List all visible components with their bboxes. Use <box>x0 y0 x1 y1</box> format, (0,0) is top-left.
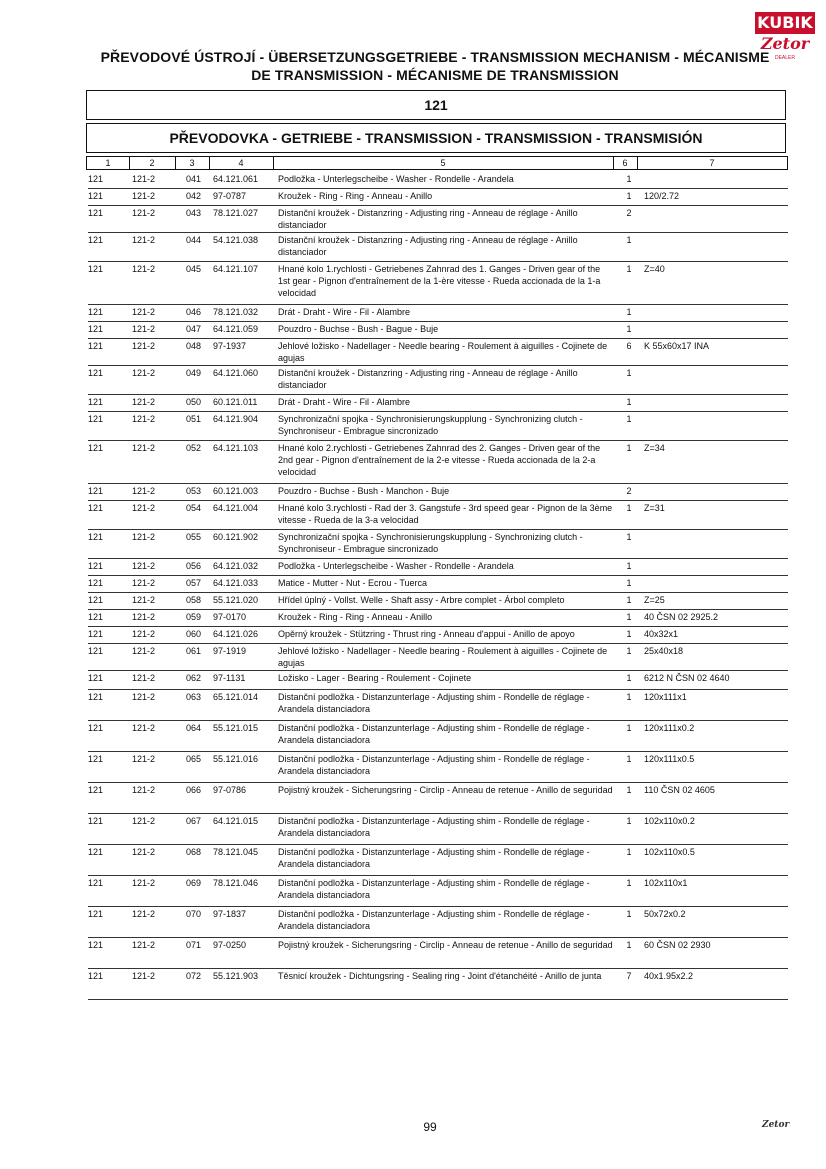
cell-c5: Podložka - Unterlegscheibe - Washer - Rondelle - Arandela <box>278 561 514 571</box>
cell-c4: 55.121.015 <box>213 723 259 733</box>
cell-c1: 121 <box>88 368 104 378</box>
cell-c7: 120x111x0.2 <box>644 723 695 733</box>
cell-c2: 121-2 <box>132 723 156 733</box>
cell-c6: 1 <box>626 443 632 453</box>
table-row <box>88 233 788 262</box>
cell-c1: 121 <box>88 503 104 513</box>
cell-c5: Pouzdro - Buchse - Bush - Manchon - Buje <box>278 486 450 496</box>
cell-c4: 64.121.061 <box>213 174 259 184</box>
cell-c2: 121-2 <box>132 397 156 407</box>
cell-c3: 065 <box>186 754 202 764</box>
cell-c2: 121-2 <box>132 816 156 826</box>
cell-c5: Kroužek - Ring - Ring - Anneau - Anillo <box>278 191 433 201</box>
table-row <box>88 721 788 752</box>
cell-c3: 055 <box>186 532 202 542</box>
table-row <box>88 876 788 907</box>
cell-c5: Drát - Draht - Wire - Fil - Alambre <box>278 307 411 317</box>
cell-c5: Drát - Draht - Wire - Fil - Alambre <box>278 397 411 407</box>
cell-c1: 121 <box>88 235 104 245</box>
cell-c4: 55.121.020 <box>213 595 259 605</box>
cell-c2: 121-2 <box>132 971 156 981</box>
cell-c2: 121-2 <box>132 208 156 218</box>
cell-c6: 1 <box>626 397 632 407</box>
cell-c4: 64.121.032 <box>213 561 259 571</box>
table-row <box>88 752 788 783</box>
cell-c1: 121 <box>88 208 104 218</box>
cell-c7: Z=34 <box>644 443 665 453</box>
cell-c5: Hřídel úplný - Vollst. Welle - Shaft assy - Arbre complet - Árbol completo <box>278 595 565 605</box>
cell-c6: 1 <box>626 324 632 334</box>
logo-kubik-text: KUBIK <box>755 12 815 34</box>
cell-c2: 121-2 <box>132 191 156 201</box>
table-row <box>88 627 788 644</box>
cell-c1: 121 <box>88 816 104 826</box>
cell-c7: 102x110x0.5 <box>644 847 695 857</box>
cell-c4: 64.121.904 <box>213 414 259 424</box>
cell-c5: Jehlové ložisko - Nadellager - Needle bearing - Roulement à aiguilles - Cojinete de agujas <box>278 341 608 363</box>
cell-c7: 120/2.72 <box>644 191 680 201</box>
cell-c6: 1 <box>626 629 632 639</box>
table-row <box>88 484 788 501</box>
table-row <box>88 412 788 441</box>
cell-c2: 121-2 <box>132 341 156 351</box>
cell-c3: 069 <box>186 878 202 888</box>
table-row <box>88 339 788 366</box>
column-header-5: 5 <box>440 158 446 168</box>
cell-c3: 041 <box>186 174 202 184</box>
cell-c5: Hnané kolo 2.rychlosti - Getriebenes Zahnrad des 2. Ganges - Driven gear of the 2nd gear - Pignon d'entraînement de la 2-e vitesse - Rueda accionada de la 2-a velocidad <box>278 443 601 477</box>
table-row <box>88 262 788 305</box>
table-row <box>88 671 788 690</box>
cell-c1: 121 <box>88 561 104 571</box>
cell-c3: 066 <box>186 785 202 795</box>
cell-c6: 2 <box>626 208 632 218</box>
cell-c5: Matice - Mutter - Nut - Ecrou - Tuerca <box>278 578 428 588</box>
table-row <box>88 322 788 339</box>
cell-c5: Hnané kolo 3.rychlosti - Rad der 3. Gangstufe - 3rd speed gear - Pignon de la 3ème vitesse - Rueda de la 3-a velocidad <box>278 503 613 525</box>
cell-c6: 1 <box>626 692 632 702</box>
cell-c3: 043 <box>186 208 202 218</box>
cell-c4: 78.121.032 <box>213 307 259 317</box>
cell-c6: 1 <box>626 909 632 919</box>
cell-c5: Synchronizační spojka - Synchronisierungskupplung - Synchronizing clutch - Synchroniseur - Embrague sincronizado <box>278 414 583 436</box>
cell-c1: 121 <box>88 443 104 453</box>
cell-c3: 070 <box>186 909 202 919</box>
cell-c6: 1 <box>626 307 632 317</box>
table-row <box>88 969 788 1000</box>
cell-c2: 121-2 <box>132 612 156 622</box>
cell-c5: Distanční podložka - Distanzunterlage - Adjusting shim - Rondelle de réglage - Arandela distanciadora <box>278 909 590 931</box>
cell-c5: Distanční podložka - Distanzunterlage - Adjusting shim - Rondelle de réglage - Arandela distanciadora <box>278 816 590 838</box>
cell-c5: Jehlové ložisko - Nadellager - Needle bearing - Roulement à aiguilles - Cojinete de agujas <box>278 646 608 668</box>
cell-c6: 1 <box>626 503 632 513</box>
cell-c2: 121-2 <box>132 673 156 683</box>
cell-c2: 121-2 <box>132 692 156 702</box>
cell-c3: 047 <box>186 324 202 334</box>
table-row <box>88 501 788 530</box>
cell-c6: 1 <box>626 847 632 857</box>
cell-c3: 045 <box>186 264 202 274</box>
cell-c4: 97-0250 <box>213 940 247 950</box>
cell-c3: 057 <box>186 578 202 588</box>
cell-c6: 1 <box>626 816 632 826</box>
cell-c5: Pouzdro - Buchse - Bush - Bague - Buje <box>278 324 439 334</box>
table-row <box>88 610 788 627</box>
cell-c2: 121-2 <box>132 629 156 639</box>
cell-c1: 121 <box>88 612 104 622</box>
cell-c1: 121 <box>88 486 104 496</box>
column-header-7: 7 <box>709 158 715 168</box>
cell-c1: 121 <box>88 754 104 764</box>
cell-c2: 121-2 <box>132 307 156 317</box>
cell-c6: 1 <box>626 561 632 571</box>
cell-c6: 1 <box>626 532 632 542</box>
table-row <box>88 206 788 233</box>
cell-c1: 121 <box>88 971 104 981</box>
table-row <box>88 907 788 938</box>
cell-c6: 1 <box>626 785 632 795</box>
cell-c4: 64.121.103 <box>213 443 259 453</box>
cell-c5: Pojistný kroužek - Sicherungsring - Circlip - Anneau de retenue - Anillo de seguridad <box>278 940 613 950</box>
cell-c4: 97-1937 <box>213 341 247 351</box>
cell-c1: 121 <box>88 909 104 919</box>
cell-c3: 051 <box>186 414 202 424</box>
column-header-4: 4 <box>238 158 244 168</box>
cell-c4: 97-0786 <box>213 785 247 795</box>
cell-c1: 121 <box>88 673 104 683</box>
cell-c6: 1 <box>626 673 632 683</box>
table-row <box>88 530 788 559</box>
table-row <box>88 395 788 412</box>
table-row <box>88 172 788 189</box>
cell-c5: Ložisko - Lager - Bearing - Roulement - Cojinete <box>278 673 472 683</box>
cell-c2: 121-2 <box>132 443 156 453</box>
cell-c1: 121 <box>88 532 104 542</box>
cell-c1: 121 <box>88 878 104 888</box>
cell-c1: 121 <box>88 692 104 702</box>
cell-c3: 054 <box>186 503 202 513</box>
cell-c4: 65.121.014 <box>213 692 259 702</box>
cell-c4: 60.121.011 <box>213 397 258 407</box>
table-row <box>88 559 788 576</box>
table-row <box>88 814 788 845</box>
cell-c5: Distanční podložka - Distanzunterlage - Adjusting shim - Rondelle de réglage - Arandela distanciadora <box>278 723 590 745</box>
cell-c7: 40x32x1 <box>644 629 679 639</box>
cell-c2: 121-2 <box>132 847 156 857</box>
page-title: PŘEVODOVÉ ÚSTROJÍ - ÜBERSETZUNGSGETRIEBE - TRANSMISSION MECHANISM - MÉCANISME DE TRANSMISSION - MÉCANISME DE TRANSMISSION <box>100 49 770 83</box>
parts-table <box>88 172 788 1000</box>
table-row <box>88 576 788 593</box>
cell-c5: Distanční podložka - Distanzunterlage - Adjusting shim - Rondelle de réglage - Arandela distanciadora <box>278 754 590 776</box>
cell-c4: 97-1919 <box>213 646 247 656</box>
cell-c5: Těsnicí kroužek - Dichtungsring - Sealing ring - Joint d'étanchéité - Anillo de junta <box>278 971 602 981</box>
footer-brand-logo: Zetor <box>762 1120 790 1130</box>
cell-c1: 121 <box>88 785 104 795</box>
cell-c4: 64.121.015 <box>213 816 259 826</box>
cell-c6: 1 <box>626 723 632 733</box>
cell-c4: 64.121.107 <box>213 264 259 274</box>
cell-c5: Distanční podložka - Distanzunterlage - Adjusting shim - Rondelle de réglage - Arandela distanciadora <box>278 878 590 900</box>
cell-c2: 121-2 <box>132 486 156 496</box>
column-header-6: 6 <box>622 158 628 168</box>
cell-c4: 60.121.003 <box>213 486 259 496</box>
cell-c3: 053 <box>186 486 202 496</box>
table-row <box>88 441 788 484</box>
cell-c2: 121-2 <box>132 595 156 605</box>
column-header-row <box>86 156 788 170</box>
cell-c3: 058 <box>186 595 202 605</box>
cell-c4: 64.121.060 <box>213 368 259 378</box>
cell-c3: 063 <box>186 692 202 702</box>
cell-c6: 1 <box>626 754 632 764</box>
cell-c1: 121 <box>88 629 104 639</box>
table-row <box>88 305 788 322</box>
cell-c7: 120x111x1 <box>644 692 687 702</box>
cell-c7: 102x110x0.2 <box>644 816 695 826</box>
cell-c3: 048 <box>186 341 202 351</box>
cell-c2: 121-2 <box>132 174 156 184</box>
cell-c7: 50x72x0.2 <box>644 909 686 919</box>
section-subtitle: PŘEVODOVKA - GETRIEBE - TRANSMISSION - TRANSMISSION - TRANSMISIÓN <box>86 123 786 153</box>
cell-c6: 1 <box>626 578 632 588</box>
cell-c6: 1 <box>626 612 632 622</box>
cell-c3: 042 <box>186 191 202 201</box>
cell-c2: 121-2 <box>132 235 156 245</box>
cell-c2: 121-2 <box>132 368 156 378</box>
cell-c7: Z=25 <box>644 595 665 605</box>
cell-c6: 1 <box>626 940 632 950</box>
cell-c4: 78.121.027 <box>213 208 259 218</box>
cell-c5: Opěrný kroužek - Stützring - Thrust ring - Anneau d'appui - Anillo de apoyo <box>278 629 575 639</box>
logo-zetor-text: Zetor <box>760 34 810 53</box>
cell-c1: 121 <box>88 578 104 588</box>
cell-c1: 121 <box>88 646 104 656</box>
cell-c6: 2 <box>626 486 632 496</box>
table-row <box>88 690 788 721</box>
cell-c6: 1 <box>626 264 632 274</box>
cell-c2: 121-2 <box>132 324 156 334</box>
cell-c7: 60 ČSN 02 2930 <box>644 940 711 950</box>
cell-c3: 060 <box>186 629 202 639</box>
cell-c3: 044 <box>186 235 202 245</box>
cell-c2: 121-2 <box>132 646 156 656</box>
cell-c6: 1 <box>626 878 632 888</box>
cell-c2: 121-2 <box>132 940 156 950</box>
cell-c1: 121 <box>88 940 104 950</box>
cell-c4: 64.121.026 <box>213 629 259 639</box>
cell-c1: 121 <box>88 191 104 201</box>
cell-c4: 78.121.045 <box>213 847 259 857</box>
cell-c4: 54.121.038 <box>213 235 259 245</box>
cell-c6: 1 <box>626 595 632 605</box>
cell-c2: 121-2 <box>132 532 156 542</box>
group-number: 121 <box>86 90 786 120</box>
cell-c3: 068 <box>186 847 202 857</box>
table-row <box>88 938 788 969</box>
cell-c1: 121 <box>88 397 104 407</box>
cell-c6: 6 <box>626 341 632 351</box>
cell-c2: 121-2 <box>132 264 156 274</box>
cell-c6: 7 <box>626 971 632 981</box>
cell-c6: 1 <box>626 368 632 378</box>
page-number: 99 <box>423 1120 437 1134</box>
cell-c1: 121 <box>88 307 104 317</box>
column-header-2: 2 <box>149 158 155 168</box>
cell-c4: 97-0170 <box>213 612 247 622</box>
cell-c2: 121-2 <box>132 785 156 795</box>
cell-c4: 78.121.046 <box>213 878 259 888</box>
cell-c5: Distanční podložka - Distanzunterlage - Adjusting shim - Rondelle de réglage - Arandela distanciadora <box>278 692 590 714</box>
cell-c6: 1 <box>626 191 632 201</box>
cell-c3: 067 <box>186 816 202 826</box>
cell-c3: 049 <box>186 368 202 378</box>
cell-c1: 121 <box>88 341 104 351</box>
cell-c5: Distanční podložka - Distanzunterlage - Adjusting shim - Rondelle de réglage - Arandela distanciadora <box>278 847 590 869</box>
cell-c5: Kroužek - Ring - Ring - Anneau - Anillo <box>278 612 433 622</box>
cell-c7: 25x40x18 <box>644 646 684 656</box>
cell-c3: 062 <box>186 673 202 683</box>
cell-c6: 1 <box>626 235 632 245</box>
cell-c3: 046 <box>186 307 202 317</box>
table-row <box>88 644 788 671</box>
cell-c6: 1 <box>626 414 632 424</box>
cell-c3: 056 <box>186 561 202 571</box>
cell-c6: 1 <box>626 174 632 184</box>
cell-c2: 121-2 <box>132 561 156 571</box>
cell-c7: 40x1.95x2.2 <box>644 971 694 981</box>
cell-c4: 60.121.902 <box>213 532 259 542</box>
table-row <box>88 845 788 876</box>
cell-c1: 121 <box>88 414 104 424</box>
cell-c1: 121 <box>88 723 104 733</box>
cell-c4: 55.121.016 <box>213 754 259 764</box>
cell-c2: 121-2 <box>132 414 156 424</box>
cell-c3: 061 <box>186 646 202 656</box>
cell-c7: 40 ČSN 02 2925.2 <box>644 612 719 622</box>
cell-c5: Podložka - Unterlegscheibe - Washer - Rondelle - Arandela <box>278 174 514 184</box>
cell-c5: Synchronizační spojka - Synchronisierungskupplung - Synchronizing clutch - Synchroniseur - Embrague sincronizado <box>278 532 583 554</box>
cell-c5: Hnané kolo 1.rychlosti - Getriebenes Zahnrad des 1. Ganges - Driven gear of the 1st gear - Pignon d'entraînement de la 1-ère vitesse - Rueda accionada de la 1-a velocidad <box>278 264 601 298</box>
cell-c5: Distanční kroužek - Distanzring - Adjusting ring - Anneau de réglage - Anillo distanciador <box>278 235 578 257</box>
cell-c5: Distanční kroužek - Distanzring - Adjusting ring - Anneau de réglage - Anillo distanciador <box>278 208 578 230</box>
cell-c4: 64.121.033 <box>213 578 259 588</box>
cell-c4: 64.121.004 <box>213 503 259 513</box>
cell-c4: 64.121.059 <box>213 324 259 334</box>
cell-c3: 064 <box>186 723 202 733</box>
cell-c1: 121 <box>88 847 104 857</box>
logo-dealer-text: DEALER <box>774 55 795 61</box>
cell-c4: 97-1837 <box>213 909 247 919</box>
cell-c7: 120x111x0.5 <box>644 754 695 764</box>
column-header-1: 1 <box>105 158 111 168</box>
cell-c1: 121 <box>88 324 104 334</box>
cell-c7: 102x110x1 <box>644 878 688 888</box>
table-row <box>88 366 788 395</box>
cell-c7: Z=31 <box>644 503 665 513</box>
table-row <box>88 189 788 206</box>
table-row <box>88 783 788 814</box>
table-row <box>88 593 788 610</box>
cell-c3: 052 <box>186 443 202 453</box>
cell-c6: 1 <box>626 646 632 656</box>
cell-c7: Z=40 <box>644 264 665 274</box>
cell-c2: 121-2 <box>132 909 156 919</box>
cell-c2: 121-2 <box>132 878 156 888</box>
cell-c4: 97-0787 <box>213 191 247 201</box>
cell-c3: 072 <box>186 971 202 981</box>
cell-c2: 121-2 <box>132 503 156 513</box>
kubik-zetor-logo <box>755 12 815 74</box>
cell-c3: 050 <box>186 397 202 407</box>
cell-c4: 55.121.903 <box>213 971 259 981</box>
cell-c1: 121 <box>88 264 104 274</box>
cell-c7: 6212 N ČSN 02 4640 <box>644 673 730 683</box>
cell-c3: 059 <box>186 612 202 622</box>
cell-c1: 121 <box>88 174 104 184</box>
cell-c7: K 55x60x17 INA <box>644 341 710 351</box>
cell-c1: 121 <box>88 595 104 605</box>
cell-c2: 121-2 <box>132 754 156 764</box>
column-header-3: 3 <box>189 158 195 168</box>
cell-c3: 071 <box>186 940 202 950</box>
cell-c7: 110 ČSN 02 4605 <box>644 785 715 795</box>
cell-c5: Pojistný kroužek - Sicherungsring - Circlip - Anneau de retenue - Anillo de seguridad <box>278 785 613 795</box>
cell-c2: 121-2 <box>132 578 156 588</box>
cell-c4: 97-1131 <box>213 673 246 683</box>
cell-c5: Distanční kroužek - Distanzring - Adjusting ring - Anneau de réglage - Anillo distanciador <box>278 368 578 390</box>
